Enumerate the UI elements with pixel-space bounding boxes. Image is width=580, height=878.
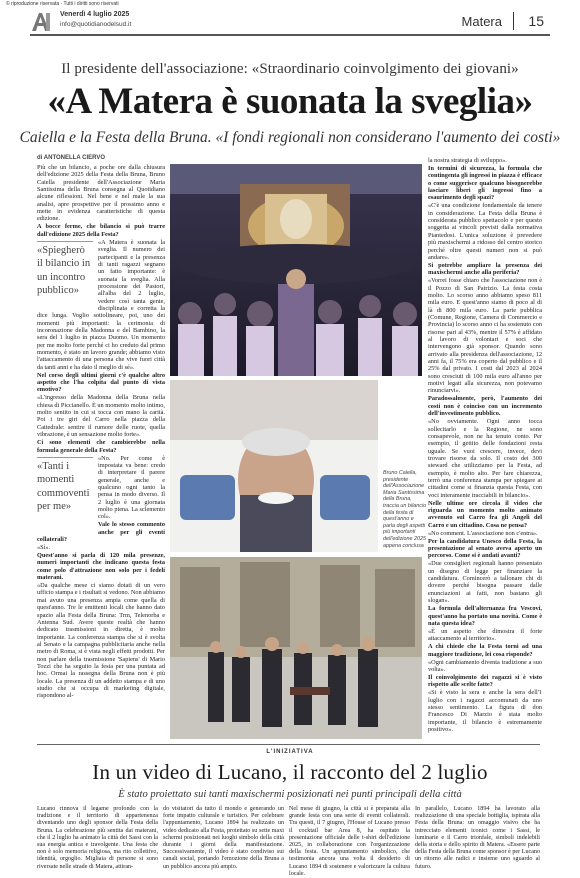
- article-paragraph: «No comment. L'associazione non c'entra».: [428, 529, 538, 537]
- box-column-4: In parallelo, Lucano 1894 ha lavorato alla realizzazione di una speciale bottiglia, ispirata alla Festa della Bruna: un omaggio visivo che ha intrecciato elementi iconici come i Sassi, le luminarie e il Carro trionfale, simboli indelebili della storia e dello spirito di Matera. «Essere parte della Festa della Bruna come sponsor è per Lucano un ritorno alle radici e insieme uno sguardo al futuro.: [415, 806, 540, 870]
- interview-question: Per la candidatura Unesco della Festa, la presentazione al senato aveva aperto un percorso. Come si è andati avanti?: [428, 537, 542, 560]
- section-name: Matera: [461, 14, 502, 29]
- article-paragraph: «No ovviamente. Ogni anno tocca sollecitarlo e la Regione, ne sono consapevole, non ne ha tenuto conto. Per esempio, il gettito delle fondazioni resta uguale. Se vuoi crescere, invece, devi trovare risorse da solo. Il costo dei 300 steward che utilizziamo per la Festa, ad esempio, è molto alto. Per fare chiarezza, terrò una conferenza stampa per spiegare ai cittadini come si finanzia questa Festa, con voci interamente tracciabili in bilancio».: [428, 418, 542, 499]
- article-paragraph: «A Matera è suonata la sveglia. Il numero dei partecipanti e la presenza di tanti ragazzi segnano un fatto importante: è suonata la sveglia. Alla processione dei Pastori, all'alba del 2 luglio, vedere così tanta gente, disciplinata e corretta la dice lunga. Voglio sottolineare, poi, uno dei momenti più importanti: la cerimonia di incoronazione della Madonna e del Bambino, la sera del 1 luglio in piazza Duomo. Un momento per me molto forte perché ci ho creduto dal primo momento, è stato un lavoro grande; abbiamo visto l'attaccamento di una persona che vive fuori città da tanti anni e ha dato il meglio di sé».: [37, 238, 165, 371]
- article-column-1: [37, 164, 165, 724]
- pull-quote-1: «Spiegherò il bilancio in un incontro pubblico»: [37, 241, 93, 303]
- newspaper-logo-icon: [30, 11, 52, 33]
- ceremony-photo: [170, 557, 422, 739]
- caiella-portrait-photo: [170, 380, 378, 552]
- header-separator: [513, 12, 514, 30]
- interview-question: Nel corso degli ultimi giorni c'è qualche altro aspetto che l'ha colpita dal punto di vista emotivo?: [37, 371, 165, 394]
- page-number: 15: [528, 13, 544, 29]
- pull-quote-2: «Tanti i momenti commoventi per me»: [37, 457, 93, 527]
- header-rule: [30, 34, 550, 36]
- box-column-2: do visitatori da tutto il mondo e generando un forte impatto culturale e turistico. Per celebrare l'appuntamento, Lucano 1894 ha realizzato un video dedicato alla Festa, proiettato su sette maxi schermi posizionati nei luoghi simbolo della città durante i giorni della manifestazione. Successivamente, il video è stato condiviso sui canali social, portando l'emozione della Bruna a un pubblico ancora più ampio.: [163, 806, 284, 870]
- portrait-caption: Bruno Caiella, presidente dell'Associazione Maria Santissima della Bruna, traccia un bilancio della festa di quest'anno e parla degli aspetti più importanti dell'edizione 2025 appena conclusa: [383, 470, 427, 549]
- article-paragraph: «Ogni cambiamento diventa tradizione a suo volta».: [428, 658, 542, 673]
- article-paragraph: «Si è visto la sera e anche la sera dell'1 luglio con i ragazzi accomunati da uno stesso sentimento. La figura di don Francesco Di Marzio è stata molto importante, il bilancio è estremamente positivo».: [428, 689, 542, 734]
- article-paragraph: «È un aspetto che dimostra il forte attaccamento al territorio».: [428, 627, 542, 643]
- interview-question: A bocce ferme, che bilancio si può trarre dall'edizione 2025 della Festa?: [37, 223, 165, 238]
- contact-email: info@quotidianodelsud.it: [60, 21, 132, 28]
- article-paragraph: la nostra strategia di sviluppo».: [428, 157, 507, 164]
- article-kicker: Il presidente dell'associazione: «Straordinario coinvolgimento dei giovani»: [61, 61, 519, 77]
- interview-question: Si potrebbe ampliare la presenza dei maxischermi anche alla periferia?: [428, 261, 542, 277]
- interview-question: Paradossalmente, però, l'aumento dei costi non è coinciso con un incremento dell'investimento pubblico.: [428, 395, 542, 418]
- article-paragraph: «L'ingresso della Madonna della Bruna nella chiesa di Piccianello. È un momento molto intimo, molto sentito in cui si tocca con mano la carità. Poi i tre giri del Carro nella piazza della Cattedrale: sentire il rumore delle ruote, quella vibrazione, è un sensazione molto forte».: [37, 394, 165, 439]
- procession-photo: [170, 164, 422, 376]
- box-column-3: Nel mese di giugno, la città si è preparata alla grande festa con una serie di eventi collaterali. Tra questi, il 7 giugno, l'House of Lucano presso il cocktail bar Area 8, ha ospitato la presentazione ufficiale delle t-shirt dell'edizione 2025, in collaborazione con l'organizzazione della festa. Un appuntamento simbolico, che testimonia ancora una volta il desiderio di Lucano 1894 di sostenere e valorizzare la cultura locale.: [289, 806, 410, 877]
- box-subtitle: È stato proiettato sui tanti maxischermi posizionati nei punti principali della città: [118, 789, 462, 800]
- article-headline: «A Matera è suonata la sveglia»: [47, 81, 533, 122]
- article-paragraph: «Due consiglieri regionali hanno presentato un disegno di legge per finanziare la candidatura. Comincerò a tallonare chi di dovere perché bisogna passare dalle enunciazioni ai fatti, non bastano gli slogan».: [428, 560, 542, 605]
- article-paragraph: «Vorrei fosse chiaro che l'associazione non è il Pozzo di San Patrizio. La festa costa molto. Lo scorso anno abbiamo speso 811 mila euro. E quest'anno siamo di poco al di là di 800 mila euro. La parte pubblica (Comune, Regione, Camera di Commercio e Provincia) lo scorso anno ci ha sostenuto con risorse pari al 43%, mentre il 57% è affidato al lavoro di volontari e soci che intervengono già sponsor. Quando sono arrivato alla presidenza dell'associazione, 12 anni fa, il 75% era coperto dal pubblico e il 25% dal privato. I costi dal 2023 al 2024 sono cresciuti di 100 mila euro all'anno per motivi legati alla sicurezza, non potevamo rinunciarvi».: [428, 277, 542, 395]
- article-paragraph: «No. Per come è impostata va bene: credo di interpretare il parere generale, anche e qualcuno ogni tanto la pensa in modo diverso. Il 2 luglio è una giornata molto piena. La sclemento col».: [98, 454, 165, 521]
- page-header: [30, 9, 550, 53]
- interview-question: Vale lo stesso commento anche per gli eventi collaterali?: [37, 521, 165, 543]
- interview-question: Nelle ultime ore circola il video che riguarda un momento molto animato avvenuto sul Carro fra gli Angeli del Carro e un cittadino. Cosa ne pensa?: [428, 499, 542, 529]
- interview-question: Il coinvolgimento dei ragazzi si è visto rispetto alle scelte fatte?: [428, 674, 542, 689]
- box-label: L'INIZIATIVA: [266, 749, 314, 755]
- article-paragraph: «Sì».: [37, 544, 51, 552]
- interview-question: In termini di sicurezza, la formula che contingenta gli ingressi in piazza è efficace o come suggerisce qualcuno bisognerebbe lasciare liberi gli ingressi fino a esaurimento degli spazi?: [428, 165, 542, 202]
- copyright-note: © riproduzione riservata · Tutti i diritti sono riservati: [6, 1, 119, 7]
- box-title: In un video di Lucano, il racconto del 2 luglio: [92, 760, 488, 784]
- article-paragraph: Più che un bilancio, a poche ore dalla chiusura dell'edizione 2025 della Festa della Bruna, Bruno Caiella presidente dell'Associazione Maria Santissima della Bruna consegna al Quotidiano alcune riflessioni. Nel bene e nel male la sua analisi, apre prospettive per il prossimo anno e mette in evidenza caratteristiche di questa edizione.: [37, 164, 165, 223]
- box-top-rule: [37, 744, 540, 745]
- interview-question: La formula dell'alternanza fra Vescovi, quest'anno ha portato una novità. Come è nata questa idea?: [428, 605, 542, 627]
- box-column-1: Lucano rinnova il legame profondo con la tradizione e il territorio di appartenenza diventando uno degli sponsor della Festa della Bruna. La celebrazione più sentita dai materani, che il 2 luglio ha animato la città dei Sassi con la sua energia antica e travolgente. Una festa che non è solo memoria religiosa, ma rito collettivo, identità, orgoglio. Migliaia di persone si sono riversate nelle strade di Matera, attiran-: [37, 806, 158, 870]
- byline: di ANTONELLA CIERVO: [37, 155, 106, 161]
- issue-date: Venerdì 4 luglio 2025: [60, 11, 130, 18]
- article-column-3: [428, 157, 542, 742]
- interview-question: A chi chiede che la Festa torni ad una maggiore tradizione, lei cosa risponde?: [428, 643, 542, 658]
- article-paragraph: «Da qualche mese ci siamo dotati di un vero ufficio stampa e i risultati si vedono. Non abbiamo mai avuto una presenza ampia come quella di quest'anno. Tre le emittenti locali che hanno dato spazio alla Festa della Bruna: Trm, Telenorba e Antenna Sud. Avere queste realtà che hanno dedicato trasmissioni in diretta, è molto importante. La conferenza stampa che si è svolta al Senato e la campagna pubblicitaria anche nella metro di Roma, si è vista negli effetti prodotti. Per non parlare della trasmissione 'Sapiens' di Mario Tozzi che ha seguito la festa per una puntata ad hoc. Ormai la rassegna della Bruna non è più locale. La presenza di un addetto stampa e di uno studio che si occupa di marketing digitale, rispondono al-: [37, 582, 165, 700]
- interview-question: Quest'anno si parla di 120 mila presenze, numeri importanti che indicano questa festa come polo d'attrazione non solo per i fedeli materani.: [37, 552, 165, 582]
- article-paragraph: «C'è una condizione fondamentale da tenere in considerazione. La Festa della Bruna è considerata pubblico spettacolo e per questo soggetta ai vincoli previsti dalla normativa Piantedosi. L'unica soluzione è prevedere più maxischermi a ridosso del centro storico perché oltre questi numeri non si può andare».: [428, 202, 542, 261]
- interview-question: Ci sono elementi che cambierebbe nella formula generale della Festa?: [37, 439, 165, 454]
- article-subhead: Caiella e la Festa della Bruna. «I fondi regionali non considerano l'aumento dei costi»: [19, 129, 561, 146]
